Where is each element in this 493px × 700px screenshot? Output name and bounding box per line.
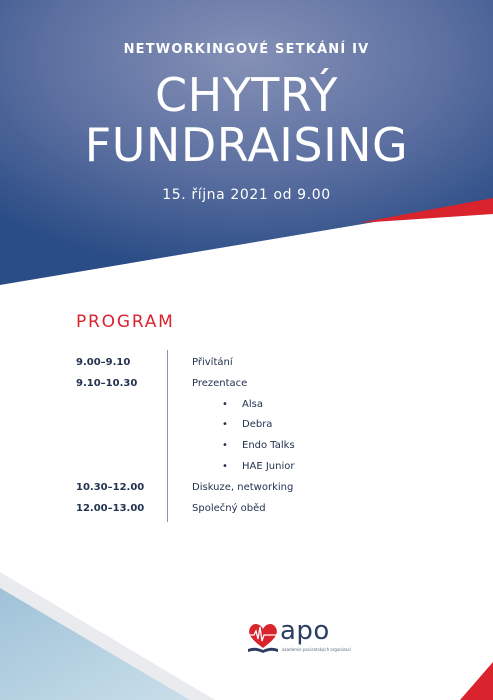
schedule-subitem-row: [76, 440, 396, 461]
schedule-subitem-row: [76, 399, 396, 420]
event-title-line-2: FUNDRAISING: [84, 118, 409, 172]
logo-tagline: akademie pacientských organizací: [282, 647, 351, 652]
schedule-subitem: Alsa: [242, 398, 263, 410]
schedule-subitem-row: [76, 461, 396, 482]
schedule-row: [76, 482, 396, 503]
schedule-subitem: Endo Talks: [242, 440, 295, 452]
bullet-icon: •: [222, 419, 228, 431]
schedule-time: 9.10–10.30: [76, 377, 138, 389]
bullet-icon: •: [222, 460, 228, 472]
schedule-time: 10.30–12.00: [76, 481, 145, 493]
event-title-line-1: CHYTRÝ: [154, 68, 339, 122]
schedule-item: Prezentace: [192, 377, 248, 389]
bottom-right-red-corner: [460, 662, 493, 700]
schedule-item: Diskuze, networking: [192, 481, 294, 493]
schedule-row: [76, 378, 396, 399]
program-schedule: [76, 357, 396, 523]
schedule-row: [76, 357, 396, 378]
logo-wordmark: apo: [280, 616, 330, 646]
schedule-time: 9.00–9.10: [76, 357, 131, 368]
schedule-row: [76, 503, 396, 524]
bullet-icon: •: [222, 440, 228, 452]
schedule-item: Společný oběd: [192, 502, 266, 514]
open-book-icon: [248, 648, 278, 653]
event-date: 15. října 2021 od 9.00: [162, 187, 331, 203]
bullet-icon: •: [222, 398, 228, 410]
event-subtitle: NETWORKINGOVÉ SETKÁNÍ IV: [123, 42, 370, 57]
schedule-item: Přivítání: [192, 357, 233, 368]
schedule-subitem: Debra: [242, 419, 273, 431]
schedule-subitem-row: [76, 419, 396, 440]
event-title: [0, 70, 493, 170]
schedule-subitem: HAE Junior: [242, 460, 295, 472]
program-heading: PROGRAM: [76, 312, 175, 332]
schedule-time: 12.00–13.00: [76, 502, 145, 514]
